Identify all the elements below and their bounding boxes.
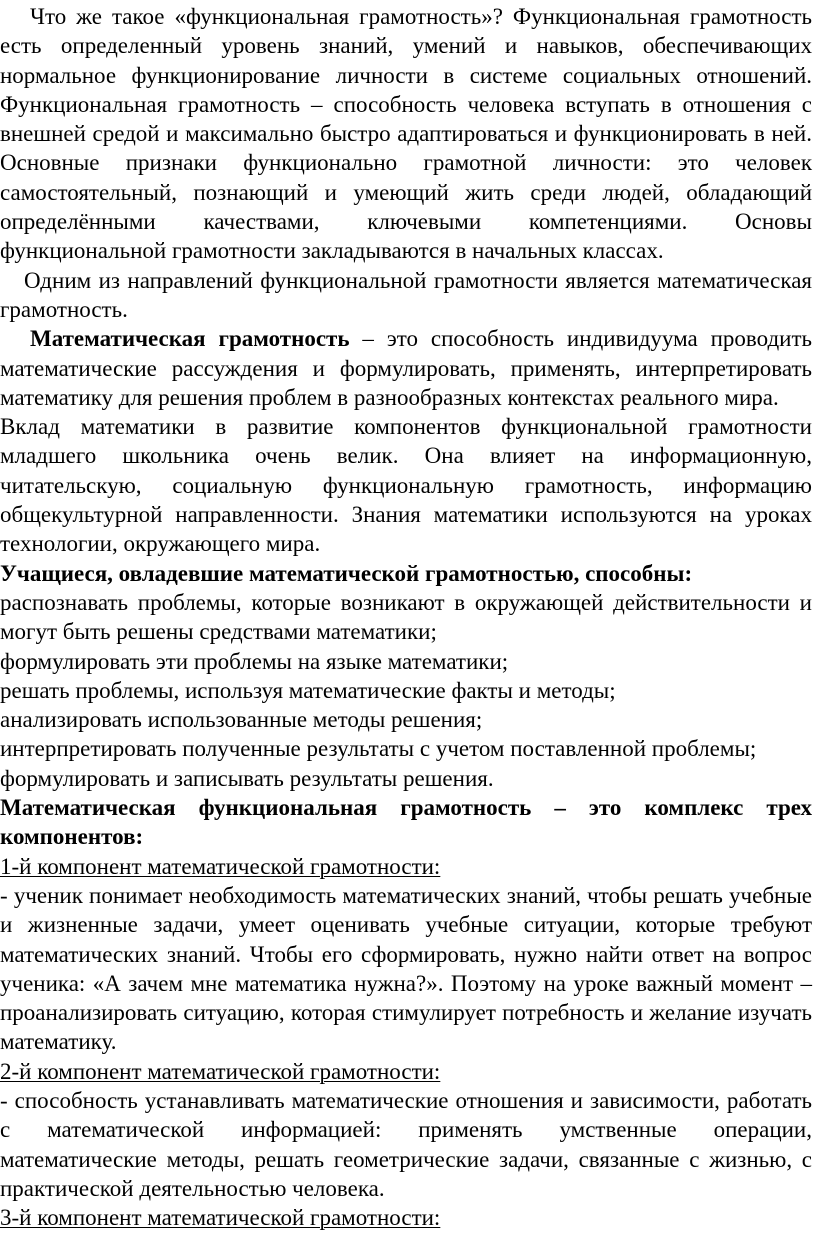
list-item: анализировать использованные методы решения; bbox=[0, 707, 483, 733]
intro-paragraph: Что же такое «функциональная грамотность»? Функциональная грамотность есть определенный уровень знаний, умений и навыков, обеспечивающих нормальное функционирование личности в системе социальных отношений. Функциональная грамотность – способность человека вступать в отношения с внешней средой и максимально быстро адаптироваться и функционировать в ней. Основные признаки функционально грамотной личности: это человек самостоятельный, познающий и умеющий жить среди людей, обладающий определёнными качествами, ключевыми компетенциями. Основы функциональной грамотности закладываются в начальных классах. bbox=[0, 4, 812, 264]
list-item: распознавать проблемы, которые возникают в окружающей действительности и могут быть решены средствами математики; bbox=[0, 589, 812, 645]
list-item: интерпретировать полученные результаты с учетом поставленной проблемы; bbox=[0, 736, 757, 762]
component-2-text: - способность устанавливать математические отношения и зависимости, работать с математической информацией: применять умственные операции, математические методы, решать геометрические задачи, связанные с жизнью, с практической деятельностью человека. bbox=[0, 1087, 812, 1201]
component-2-title: 2-й компонент математической грамотности: bbox=[0, 1058, 441, 1084]
abilities-heading: Учащиеся, овладевшие математической грамотностью, способны: bbox=[0, 560, 693, 586]
definition-term: Математическая грамотность bbox=[30, 326, 350, 352]
abilities-list bbox=[0, 588, 812, 793]
component-1-text: - ученик понимает необходимость математических знаний, чтобы решать учебные и жизненные задачи, умеет оценивать учебные ситуации, которые требуют математических знаний. Чтобы его сформировать, нужно найти ответ на вопрос ученика: «А зачем мне математика нужна?». Поэтому на уроке важный момент – проанализировать ситуацию, которая стимулирует потребность и желание изучать математику. bbox=[0, 882, 812, 1055]
component-3-title: 3-й компонент математической грамотности: bbox=[0, 1205, 441, 1231]
list-item: формулировать и записывать результаты решения. bbox=[0, 765, 494, 791]
contribution-paragraph: Вклад математики в развитие компонентов функциональной грамотности младшего школьника очень велик. Она влияет на информационную, читательскую, социальную функциональную грамотность, информацию общекультурной направленности. Знания математики используются на уроках технологии, окружающего мира. bbox=[0, 414, 812, 557]
definition-text: – это способность индивидуума проводить математические рассуждения и формулировать, применять, интерпретировать математику для решения проблем в разнообразных контекстах реального мира. bbox=[0, 326, 813, 410]
definition-paragraph bbox=[0, 324, 812, 412]
list-item: решать проблемы, используя математические факты и методы; bbox=[0, 677, 616, 703]
component-1-title: 1-й компонент математической грамотности: bbox=[0, 853, 441, 879]
components-heading: Математическая функциональная грамотность – это комплекс трех компонентов: bbox=[0, 795, 812, 850]
direction-paragraph: Одним из направлений функциональной грамотности является математическая грамотность. bbox=[0, 267, 812, 322]
list-item: формулировать эти проблемы на языке математики; bbox=[0, 648, 509, 674]
